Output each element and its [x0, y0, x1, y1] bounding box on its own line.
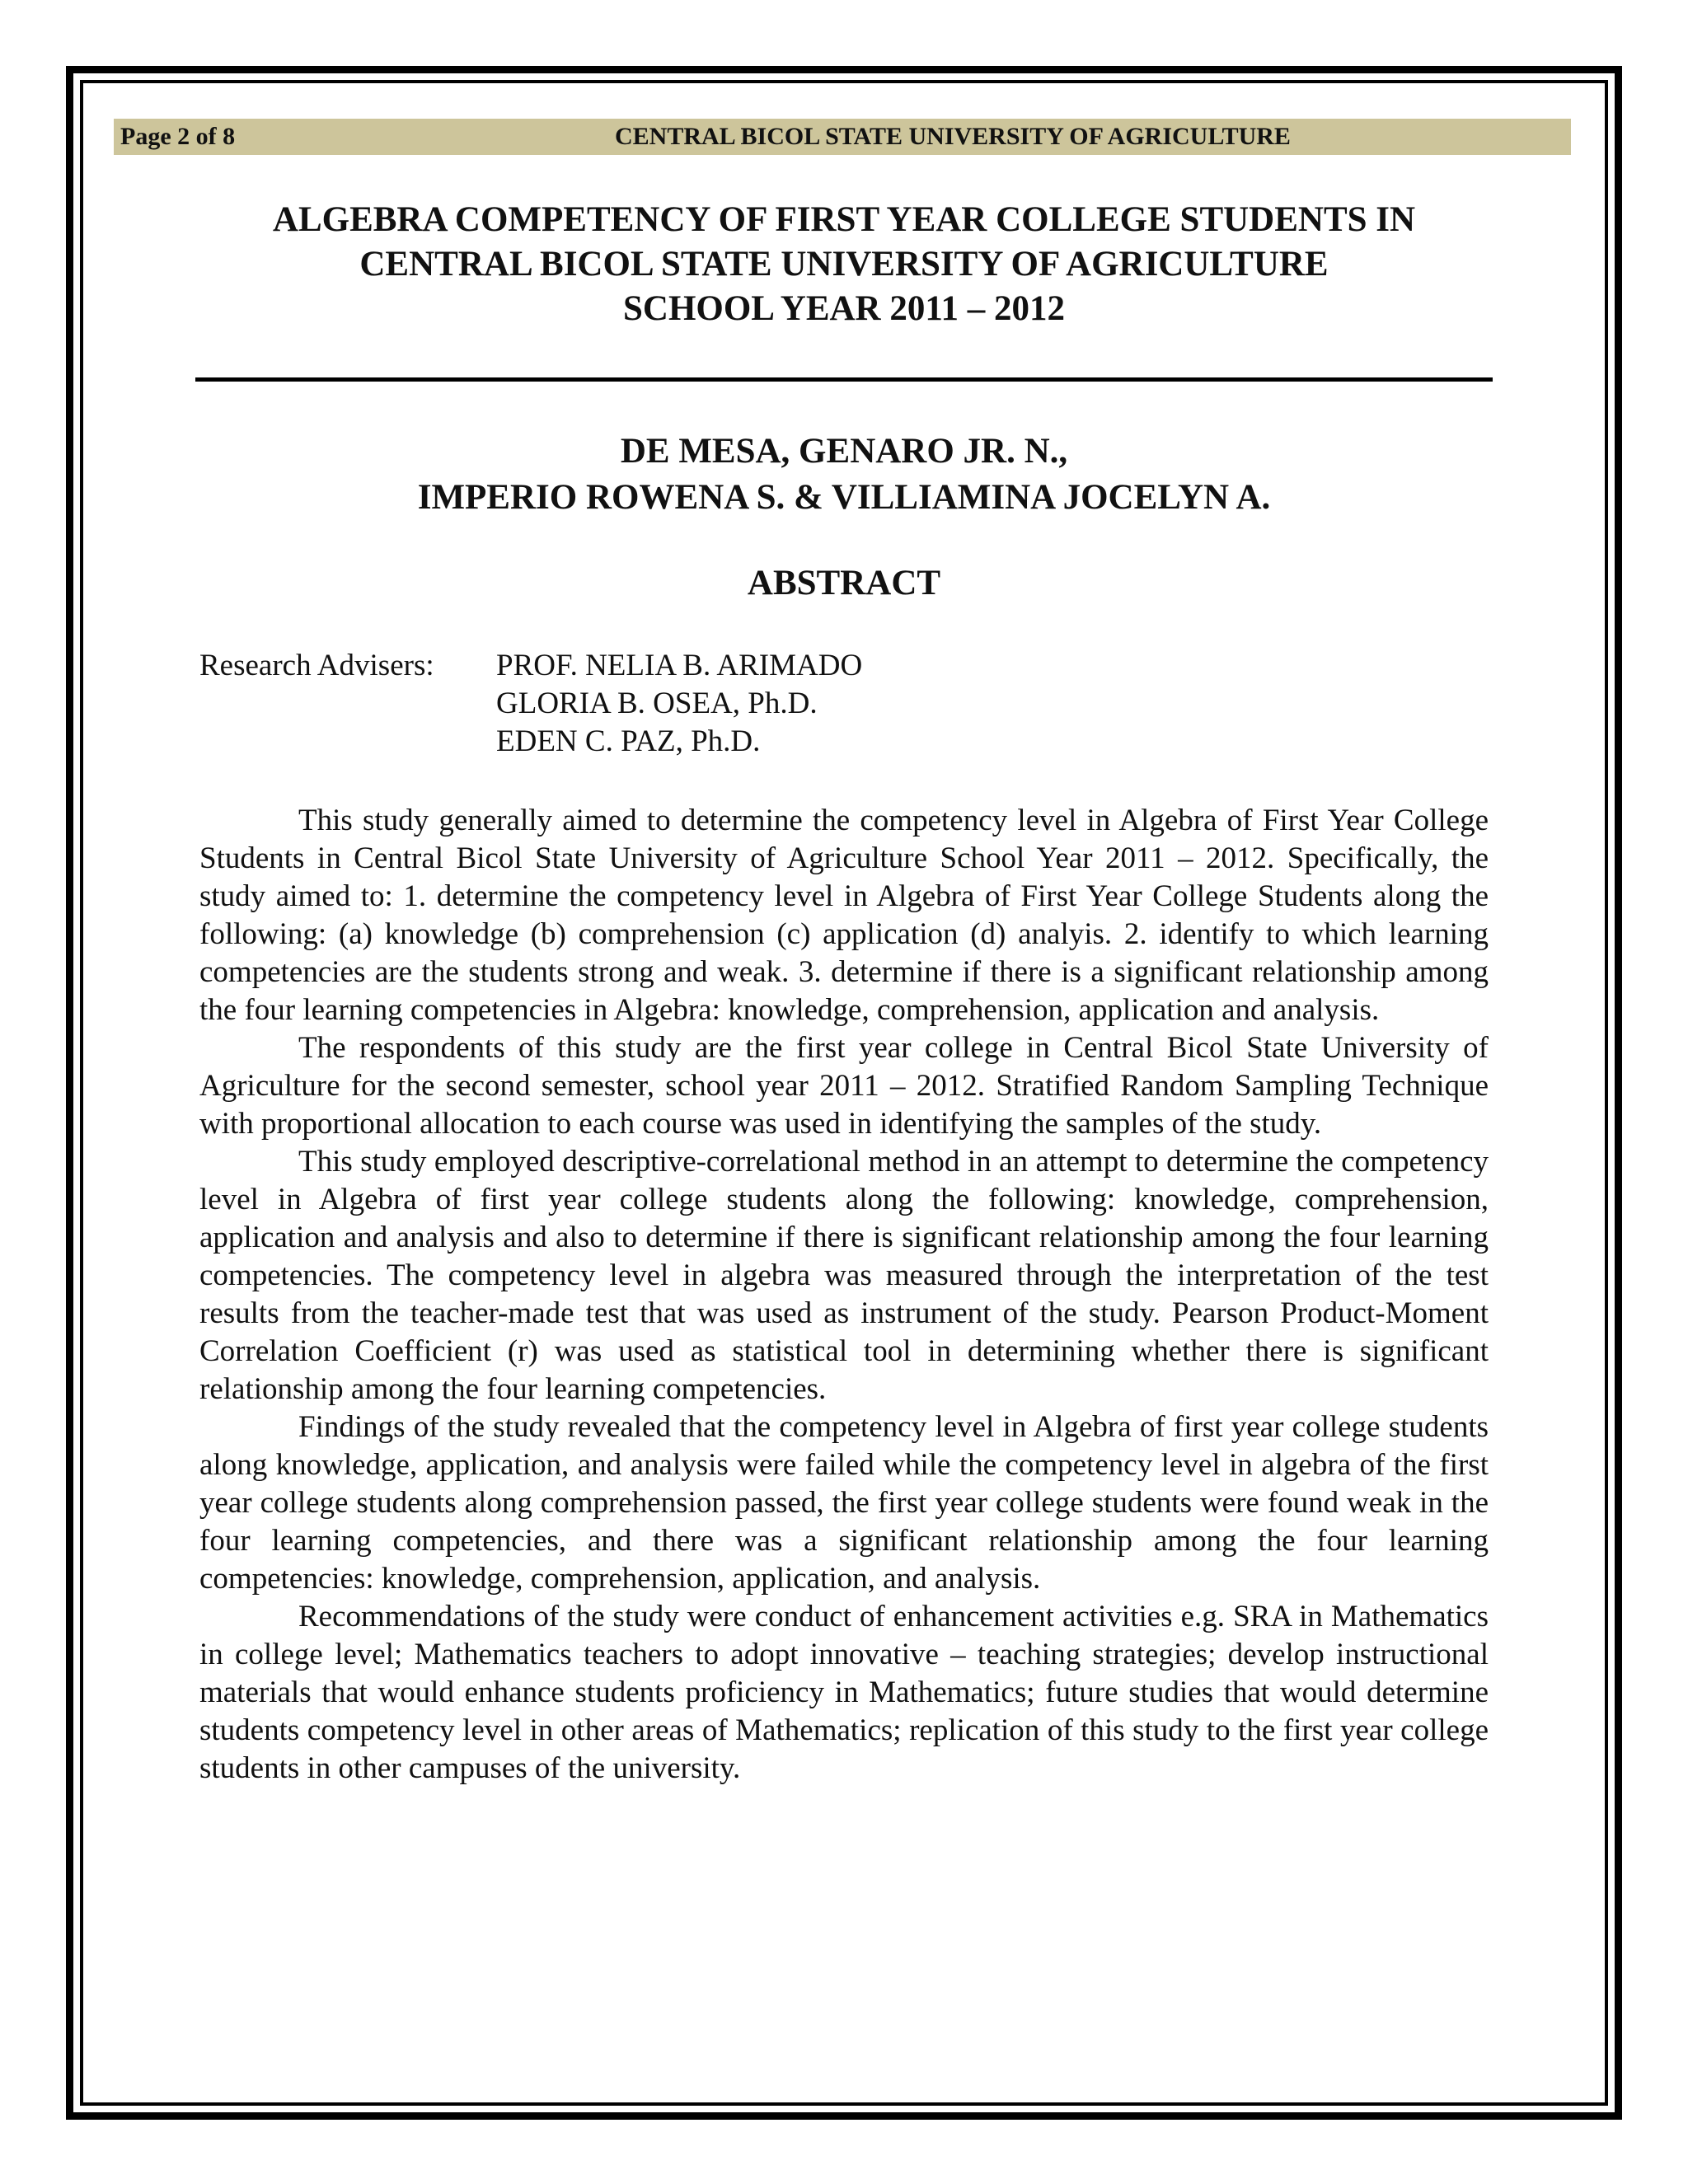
title-line-2: CENTRAL BICOL STATE UNIVERSITY OF AGRICULTURE	[359, 245, 1329, 284]
authors-line-2: IMPERIO ROWENA S. & VILLIAMINA JOCELYN A.	[417, 478, 1271, 517]
advisers-label: Research Advisers:	[199, 649, 434, 682]
authors-line-1: DE MESA, GENARO JR. N.,	[620, 432, 1068, 471]
adviser-name: PROF. NELIA B. ARIMADO	[496, 649, 863, 682]
page-number: Page 2 of 8	[120, 123, 236, 150]
abstract-paragraph-findings: Findings of the study revealed that the competency level in Algebra of first year college students along knowledge, application, and analysis were failed while the competency level in algebra of the first year college students along comprehension passed, the first year college students were found weak in the four learning competencies, and there was a significant relationship among the four learning competencies: knowledge, comprehension, application, and analysis.	[199, 1410, 1489, 1596]
abstract-paragraph-respondents: The respondents of this study are the first year college in Central Bicol State University of Agriculture for the second semester, school year 2011 – 2012. Stratified Random Sampling Technique with proportional allocation to each course was used in identifying the samples of the study.	[199, 1031, 1489, 1141]
abstract-paragraph-objectives: This study generally aimed to determine the competency level in Algebra of First Year College Students in Central Bicol State University of Agriculture School Year 2011 – 2012. Specifically, the study aimed to: 1. determine the competency level in Algebra of First Year College Students along the following: (a) knowledge (b) comprehension (c) application (d) analyis. 2. identify to which learning competencies are the students strong and weak. 3. determine if there is a significant relationship among the four learning competencies in Algebra: knowledge, comprehension, application and analysis.	[199, 804, 1489, 1027]
abstract-heading: ABSTRACT	[747, 564, 941, 602]
abstract-paragraph-recommendations: Recommendations of the study were conduct of enhancement activities e.g. SRA in Mathematics in college level; Mathematics teachers to adopt innovative – teaching strategies; develop instructional materials that would enhance students proficiency in Mathematics; future studies that would determine students competency level in other areas of Mathematics; replication of this study to the first year college students in other campuses of the university.	[199, 1600, 1489, 1785]
paper-title	[198, 198, 1490, 331]
title-line-3: SCHOOL YEAR 2011 – 2012	[623, 289, 1065, 328]
advisers-list	[496, 647, 862, 761]
adviser-name: GLORIA B. OSEA, Ph.D.	[496, 687, 818, 720]
authors	[198, 429, 1490, 521]
adviser-name: EDEN C. PAZ, Ph.D.	[496, 724, 761, 758]
running-header	[114, 119, 1571, 155]
abstract-paragraph-method: This study employed descriptive-correlational method in an attempt to determine the competency level in Algebra of first year college students along the following: knowledge, comprehension, application and analysis and also to determine if there is significant relationship among the four learning competencies. The competency level in algebra was measured through the interpretation of the test results from the teacher-made test that was used as instrument of the study. Pearson Product-Moment Correlation Coefficient (r) was used as statistical tool in determining whether there is significant relationship among the four learning competencies.	[199, 1145, 1489, 1406]
header-university: CENTRAL BICOL STATE UNIVERSITY OF AGRICULTURE	[615, 123, 1291, 150]
title-line-1: ALGEBRA COMPETENCY OF FIRST YEAR COLLEGE STUDENTS IN	[272, 200, 1416, 239]
title-divider	[195, 377, 1493, 382]
abstract-body	[199, 802, 1489, 1788]
